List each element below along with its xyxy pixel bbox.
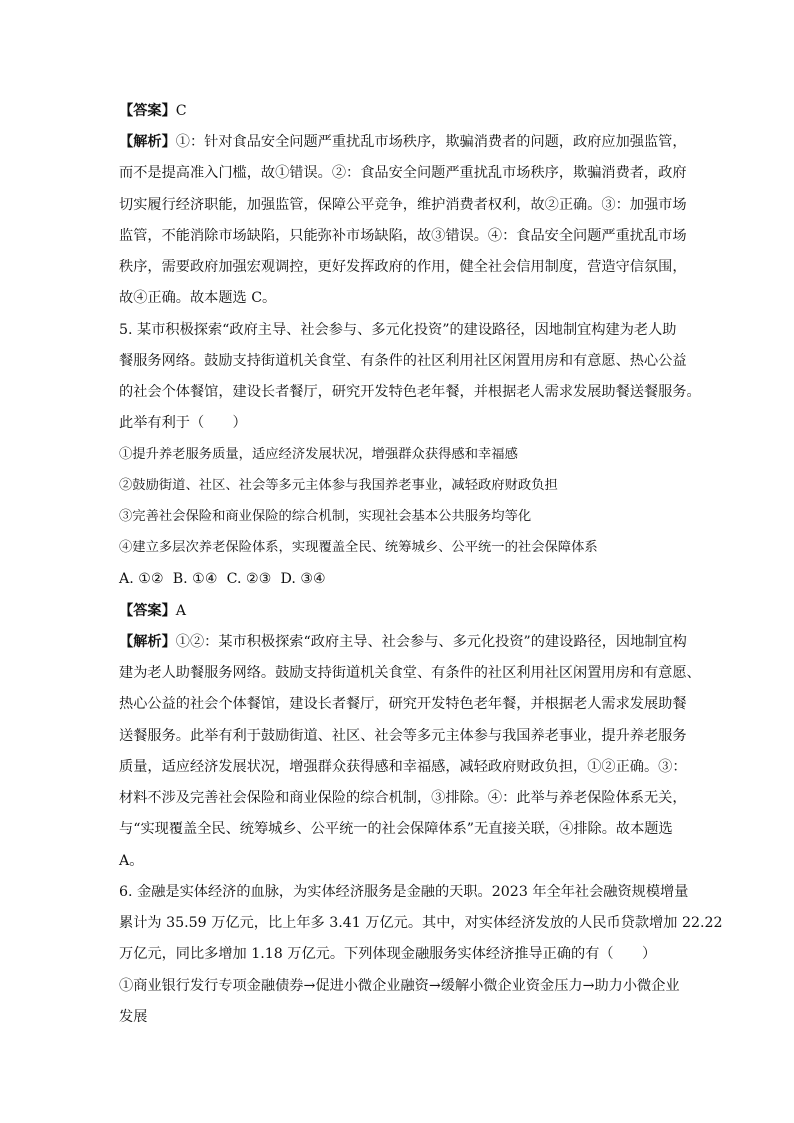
question-5-item: ①提升养老服务质量，适应经济发展状况，增强群众获得感和幸福感 — [119, 447, 518, 462]
question-6-stem: 6. 金融是实体经济的血脉，为实体经济服务是金融的天职。2023 年全年社会融资规模增量 — [119, 884, 689, 900]
analysis-line-q5: 建为老人助餐服务网络。鼓励支持街道机关食堂、有条件的社区利用社区闲置用房和有意愿、 — [119, 665, 701, 681]
question-5-stem: 餐服务网络。鼓励支持街道机关食堂、有条件的社区利用社区闲置用房和有意愿、热心公益 — [119, 353, 687, 369]
analysis-line-q5: 材料不涉及完善社会保险和商业保险的综合机制，③排除。④：此举与养老保险体系无关， — [119, 790, 687, 806]
answer-value: A — [175, 603, 187, 619]
analysis-line-q4 — [119, 132, 687, 152]
question-5-item: ②鼓励街道、社区、社会等多元主体参与我国养老事业，减轻政府财政负担 — [119, 478, 558, 493]
question-6-item: ①商业银行发行专项金融债券→促进小微企业融资→缓解小微企业资金压力→助力小微企业 — [119, 978, 680, 994]
question-5-options: A. ①② B. ①④ C. ②③ D. ③④ — [119, 571, 326, 587]
question-6-stem: 累计为 35.59 万亿元，比上年多 3.41 万亿元。其中，对实体经济发放的人民币贷款增加 22.22 — [119, 915, 723, 931]
analysis-line-q4: 故④正确。故本题选 C。 — [119, 290, 277, 306]
analysis-line-q5: 送餐服务。此举有利于鼓励街道、社区、社会等多元主体参与我国养老事业，提升养老服务 — [119, 728, 687, 744]
analysis-line-q5: A。 — [119, 853, 144, 869]
analysis-line-q5 — [119, 632, 687, 652]
question-5-stem: 5. 某市积极探索“政府主导、社会参与、多元化投资”的建设路径，因地制宜构建为老人助 — [119, 322, 677, 338]
analysis-line-q4: 切实履行经济职能，加强监管，保障公平竞争，维护消费者权利，故②正确。③：加强市场 — [119, 197, 687, 213]
answer-line-q5 — [119, 601, 186, 621]
analysis-tag: 【解析】 — [119, 134, 176, 150]
analysis-line-q5: 质量，适应经济发展状况，增强群众获得感和幸福感，减轻政府财政负担，①②正确。③： — [119, 759, 687, 775]
analysis-text: ①②：某市积极探索“政府主导、社会参与、多元化投资”的建设路径，因地制宜构 — [175, 634, 687, 650]
answer-value: C — [175, 103, 187, 119]
analysis-line-q5: 热心公益的社会个体餐馆，建设长者餐厅，研究开发特色老年餐，并根据老人需求发展助餐 — [119, 696, 687, 712]
analysis-line-q4: 而不是提高准入门槛，故①错误。②：食品安全问题严重扰乱市场秩序，欺骗消费者，政府 — [119, 165, 687, 181]
question-6-stem: 万亿元，同比多增加 1.18 万亿元。下列体现金融服务实体经济推导正确的有（ ） — [119, 946, 657, 962]
analysis-text: ①：针对食品安全问题严重扰乱市场秩序，欺骗消费者的问题，政府应加强监管， — [175, 134, 687, 150]
analysis-line-q5: 与“实现覆盖全民、统筹城乡、公平统一的社会保障体系”无直接关联，④排除。故本题选 — [119, 821, 673, 837]
answer-line-q4 — [119, 101, 187, 121]
analysis-line-q4: 秩序，需要政府加强宏观调控，更好发挥政府的作用，健全社会信用制度，营造守信氛围， — [119, 259, 687, 275]
question-6-item: 发展 — [119, 1009, 148, 1025]
question-5-stem: 的社会个体餐馆，建设长者餐厅，研究开发特色老年餐，并根据老人需求发展助餐送餐服务。 — [119, 384, 701, 400]
analysis-line-q4: 监管，不能消除市场缺陷，只能弥补市场缺陷，故③错误。④：食品安全问题严重扰乱市场 — [119, 228, 687, 244]
answer-tag: 【答案】 — [119, 603, 176, 619]
answer-tag: 【答案】 — [119, 103, 176, 119]
question-5-item: ③完善社会保险和商业保险的综合机制，实现社会基本公共服务均等化 — [119, 509, 532, 524]
question-5-item: ④建立多层次养老保险体系，实现覆盖全民、统筹城乡、公平统一的社会保障体系 — [119, 540, 598, 555]
question-5-stem: 此举有利于（ ） — [119, 415, 247, 431]
analysis-tag: 【解析】 — [119, 634, 176, 650]
